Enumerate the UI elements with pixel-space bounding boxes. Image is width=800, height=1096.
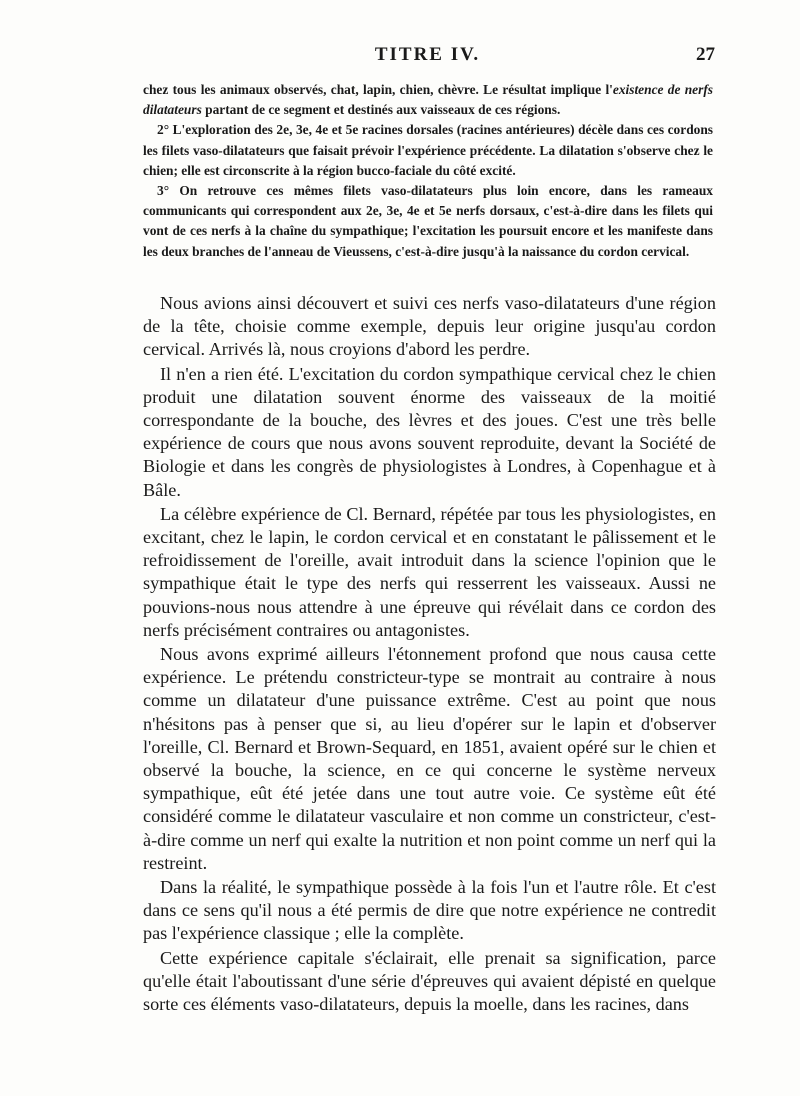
main-paragraph-5: Dans la réalité, le sympathique possède à la fois l'un et l'autre rôle. Et c'est dans ce sens qu'il nous a été permis de dire que notre expérience ne contredit pas l'expérience classique ; elle la complète. [143,877,716,944]
small-paragraph-1 [143,80,713,120]
page-number: 27 [696,44,715,65]
running-title: TITRE IV. [374,44,481,65]
small-print-block [143,80,713,262]
small-paragraph-1-start: chez tous les animaux observés, chat, lapin, chien, chèvre. Le résultat implique l' [143,82,613,97]
small-paragraph-3: 3° On retrouve ces mêmes filets vaso-dilatateurs plus loin encore, dans les rameaux communicants qui correspondent aux 2e, 3e, 4e et 5e nerfs dorsaux, c'est-à-dire dans les filets qui vont de ces nerfs à la chaîne du sympathique; l'excitation les poursuit encore et les manifeste dans les deux branches de l'anneau de Vieussens, c'est-à-dire jusqu'à la naissance du cordon cervical. [143,183,713,259]
running-head [140,44,715,72]
small-paragraph-2: 2° L'exploration des 2e, 3e, 4e et 5e racines dorsales (racines antérieures) décèle dans ces cordons les filets vaso-dilatateurs que faisait prévoir l'expérience précédente. La dilatation s'observe chez le chien; elle est circonscrite à la région bucco-faciale du côté excité. [143,122,713,178]
main-paragraph-6: Cette expérience capitale s'éclairait, elle prenait sa signification, parce qu'elle était l'aboutissant d'une série d'épreuves qui avaient dépisté en quelque sorte ces éléments vaso-dilatateurs, depuis la moelle, dans les racines, dans [143,947,716,1015]
small-paragraph-1-end: partant de ce segment et destinés aux vaisseaux de ces régions. [201,102,561,118]
main-paragraph-4: Nous avons exprimé ailleurs l'étonnement profond que nous causa cette expérience. Le prétendu constricteur-type se montrait au contraire à nous comme un dilatateur d'une puissance extrême. C'est au point que nous n'hésitons pas à penser que si, au lieu d'opérer sur le lapin et d'observer l'oreille, Cl. Bernard et Brown-Sequard, en 1851, avaient opéré sur le chien et observé la bouche, la science, en ce qui concerne le système nerveux sympathique, eût été jetée dans une tout autre voie. Ce système eût été considéré comme le dilatateur vasculaire et non comme un constricteur, c'est-à-dire comme un nerf qui exalte la nutrition et non point comme un nerf qui la restreint. [143,644,716,873]
main-text-block [143,292,716,1017]
main-paragraph-2: Il n'en a rien été. L'excitation du cordon sympathique cervical chez le chien produit une dilatation souvent énorme des vaisseaux de la moitié correspondante de la bouche, des lèvres et des joues. C'est une très belle expérience de cours que nous avons souvent reproduite, devant la Société de Biologie et dans les congrès de physiologistes à Londres, à Copenhague et à Bâle. [143,363,716,500]
main-paragraph-1: Nous avions ainsi découvert et suivi ces nerfs vaso-dilatateurs d'une région de la tête, choisie comme exemple, depuis leur origine jusqu'au cordon cervical. Arrivés là, nous croyions d'abord les perdre. [143,293,716,360]
main-paragraph-3: La célèbre expérience de Cl. Bernard, répétée par tous les physiologistes, en excitant, chez le lapin, le cordon cervical et en constatant le pâlissement et le refroidissement de l'oreille, avait introduit dans la science l'opinion que le sympathique était le type des nerfs qui resserrent les vaisseaux. Aussi ne pouvions-nous nous attendre à une épreuve qui révélait dans ce cordon des nerfs précisément contraires ou antagonistes. [143,503,716,640]
small-paragraph-1-emphasis: existence de nerfs dilatateurs [143,82,713,118]
